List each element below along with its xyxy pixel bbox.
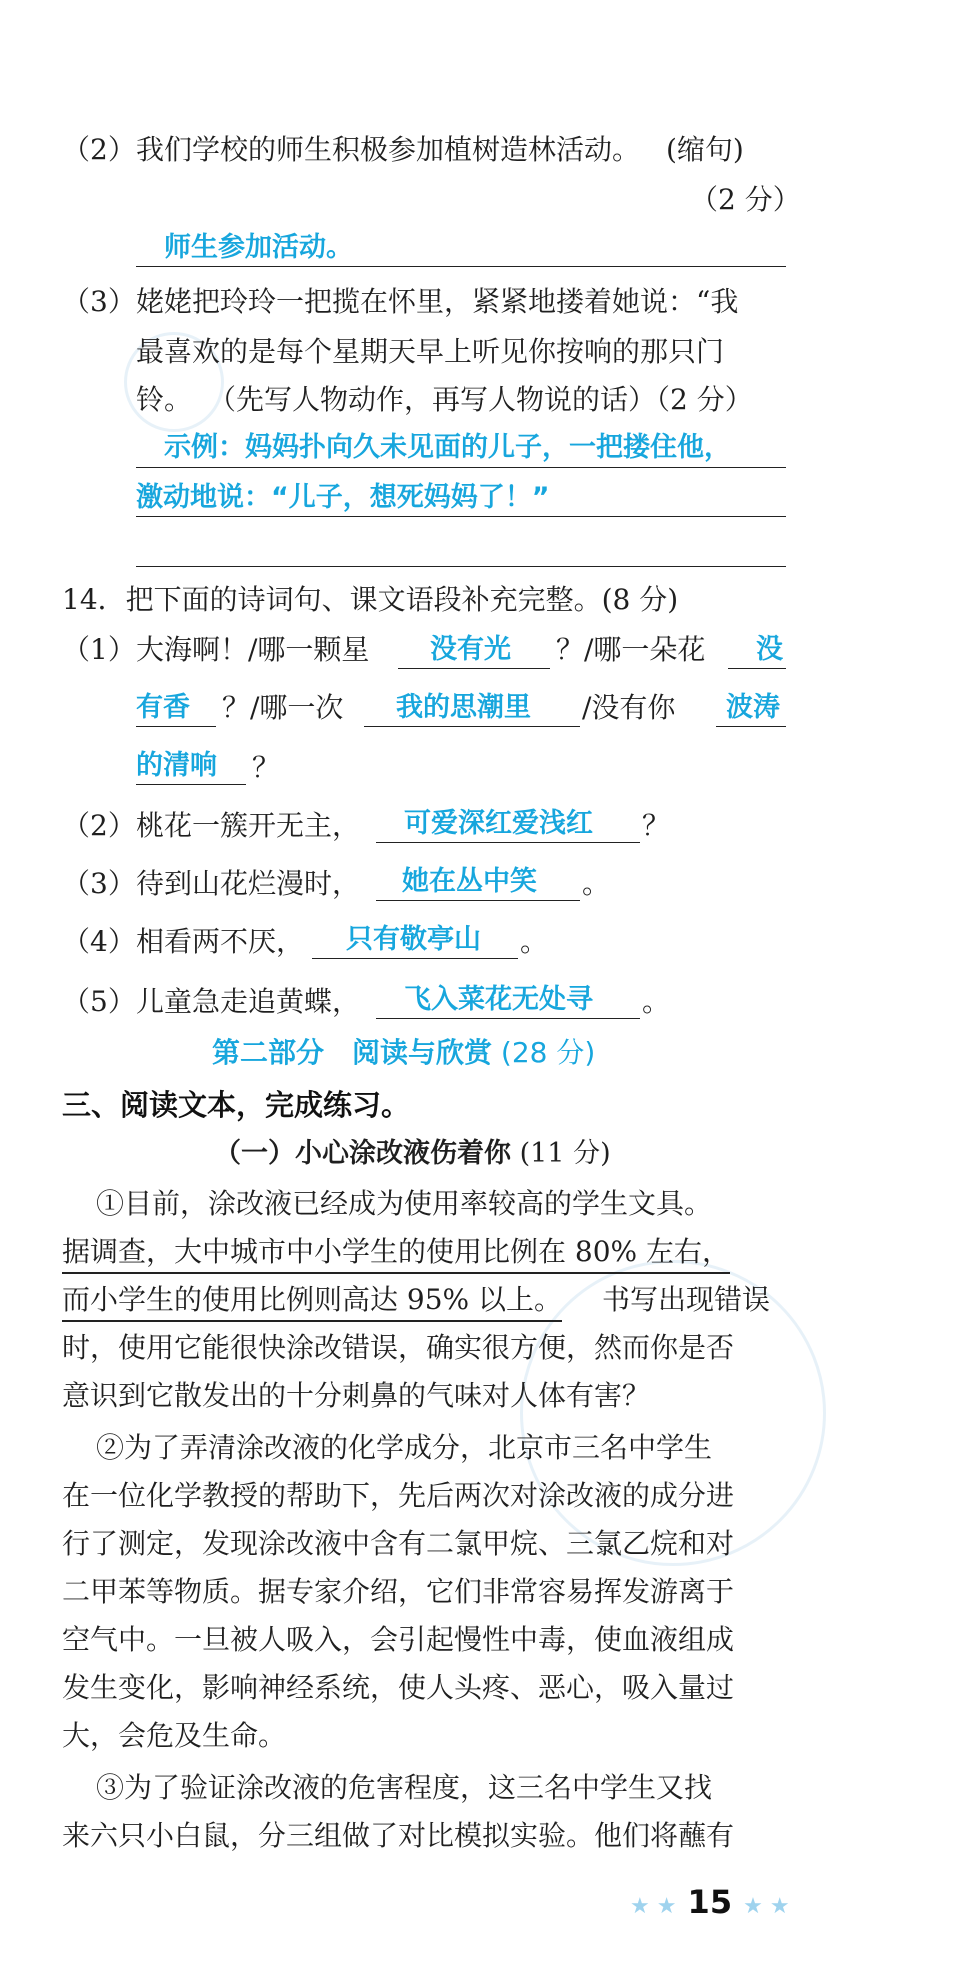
q14-item1-answer1: 没有光: [430, 634, 511, 665]
fill-blank: [716, 726, 786, 727]
p1-line1: ①目前，涂改液已经成为使用率较高的学生文具。: [96, 1187, 713, 1220]
q14-item1-answer2b: 有香: [136, 692, 190, 723]
p3-line2: 来六只小白鼠，分三组做了对比模拟实验。他们将蘸有: [62, 1819, 735, 1852]
q14-item1-text-b: ？/哪一朵花: [556, 633, 706, 666]
fill-blank: [398, 668, 550, 669]
answer-line: [136, 566, 786, 567]
q14-item3-answer: 她在丛中笑: [402, 866, 537, 897]
q14-item1-answer4b: 的清响: [136, 750, 217, 781]
page-footer: [630, 1880, 790, 1930]
article-heading: [214, 1134, 611, 1174]
fill-blank: [312, 958, 518, 959]
part2-heading: [212, 1032, 595, 1074]
q13-item3-line3b: （先写人物动作，再写人物说的话）（2 分）: [208, 383, 753, 416]
answer-line: [136, 467, 786, 468]
q14-item1-text-c: ？/哪一次: [222, 691, 344, 724]
p2-line2: 在一位化学教授的帮助下，先后两次对涂改液的成分进: [62, 1479, 735, 1512]
q14-item1-text-e: ？: [252, 751, 281, 784]
q14-item1-answer2a: 没: [756, 634, 783, 665]
p1-line5: 意识到它散发出的十分刺鼻的气味对人体有害？: [62, 1379, 651, 1412]
q14-item3-text: 待到山花烂漫时，: [136, 867, 361, 900]
p2-line6: 发生变化，影响神经系统，使人头疼、恶心，吸入量过: [62, 1671, 735, 1704]
q14-item5-end: 。: [642, 985, 671, 1018]
p2-line5: 空气中。一旦被人吸入，会引起慢性中毒，使血液组成: [62, 1623, 735, 1656]
star-icon: ★ ★: [743, 1894, 790, 1919]
q14-item1-answer4a: 波涛: [726, 692, 780, 723]
fill-blank: [376, 1018, 640, 1019]
p2-line1: ②为了弄清涂改液的化学成分，北京市三名中学生: [96, 1431, 713, 1464]
q13-item3-line3a: 铃。: [136, 383, 193, 416]
q13-item3-num: （3）: [62, 285, 136, 318]
q14-item2-num: （2）: [62, 809, 136, 842]
q14-item4-end: 。: [520, 925, 549, 958]
q14-item3-end: 。: [582, 867, 611, 900]
q14-item1-text-a: 大海啊！/哪一颗星: [136, 633, 370, 666]
q14-item5-text: 儿童急走追黄蝶，: [136, 985, 361, 1018]
p1-line3-underlined: 而小学生的使用比例则高达 95% 以上。: [62, 1280, 562, 1322]
fill-blank: [728, 668, 786, 669]
article-title: （一）小心涂改液伤着你: [214, 1138, 511, 1169]
article-score: (11 分): [519, 1138, 611, 1169]
q14-item2-end: ？: [642, 809, 671, 842]
q13-item3-line2: 最喜欢的是每个星期天早上听见你按响的那只门: [136, 335, 725, 368]
q14-item1-answer3: 我的思潮里: [396, 692, 531, 723]
q14-item2-text: 桃花一簇开无主，: [136, 809, 361, 842]
p3-line1: ③为了验证涂改液的危害程度，这三名中学生又找: [96, 1771, 713, 1804]
q13-item2-num: （2）: [62, 133, 136, 166]
q14-item5-num: （5）: [62, 985, 136, 1018]
q14-heading: 14．把下面的诗词句、课文语段补充完整。(8 分): [62, 583, 679, 616]
q13-item3-answer2: 激动地说：“儿子，想死妈妈了！”: [136, 482, 550, 513]
star-icon: ★ ★: [630, 1894, 677, 1919]
answer-line: [136, 516, 786, 517]
p2-line4: 二甲苯等物质。据专家介绍，它们非常容易挥发游离于: [62, 1575, 735, 1608]
section3-title: 三、阅读文本，完成练习。: [62, 1088, 411, 1122]
p1-line3-rest: 书写出现错误: [602, 1283, 771, 1316]
q14-item1-text-d: /没有你: [582, 691, 676, 724]
q13-item2-text: 我们学校的师生积极参加植树造林活动。: [136, 133, 641, 166]
p1-line4: 时，使用它能很快涂改错误，确实很方便，然而你是否: [62, 1331, 735, 1364]
q14-item2-answer: 可爱深红爱浅红: [404, 808, 593, 839]
p2-line3: 行了测定，发现涂改液中含有二氯甲烷、三氯乙烷和对: [62, 1527, 735, 1560]
part2-score: (28 分): [500, 1036, 596, 1069]
q14-item5-answer: 飞入菜花无处寻: [404, 984, 593, 1015]
fill-blank: [376, 900, 580, 901]
fill-blank: [136, 784, 246, 785]
q13-item2-answer: 师生参加活动。: [164, 232, 353, 263]
p1-line2-underlined: 据调查，大中城市中小学生的使用比例在 80% 左右，: [62, 1232, 730, 1274]
part2-title: 第二部分 阅读与欣赏: [212, 1036, 493, 1069]
fill-blank: [136, 726, 216, 727]
page-number: 15: [687, 1883, 733, 1921]
q14-item1-num: （1）: [62, 633, 136, 666]
answer-line: [136, 266, 786, 267]
fill-blank: [364, 726, 580, 727]
p2-line7: 大，会危及生命。: [62, 1719, 287, 1752]
q14-item4-answer: 只有敬亭山: [346, 924, 481, 955]
q14-item4-text: 相看两不厌，: [136, 925, 305, 958]
q13-item2-score: （2 分）: [690, 183, 801, 216]
q14-item3-num: （3）: [62, 867, 136, 900]
q13-item3-answer1: 示例：妈妈扑向久未见面的儿子，一把搂住他，: [164, 432, 731, 463]
q14-item4-num: （4）: [62, 925, 136, 958]
fill-blank: [376, 842, 640, 843]
q13-item2-note: (缩句): [666, 133, 744, 166]
q13-item3-line1: 姥姥把玲玲一把揽在怀里，紧紧地搂着她说：“我: [136, 285, 739, 318]
